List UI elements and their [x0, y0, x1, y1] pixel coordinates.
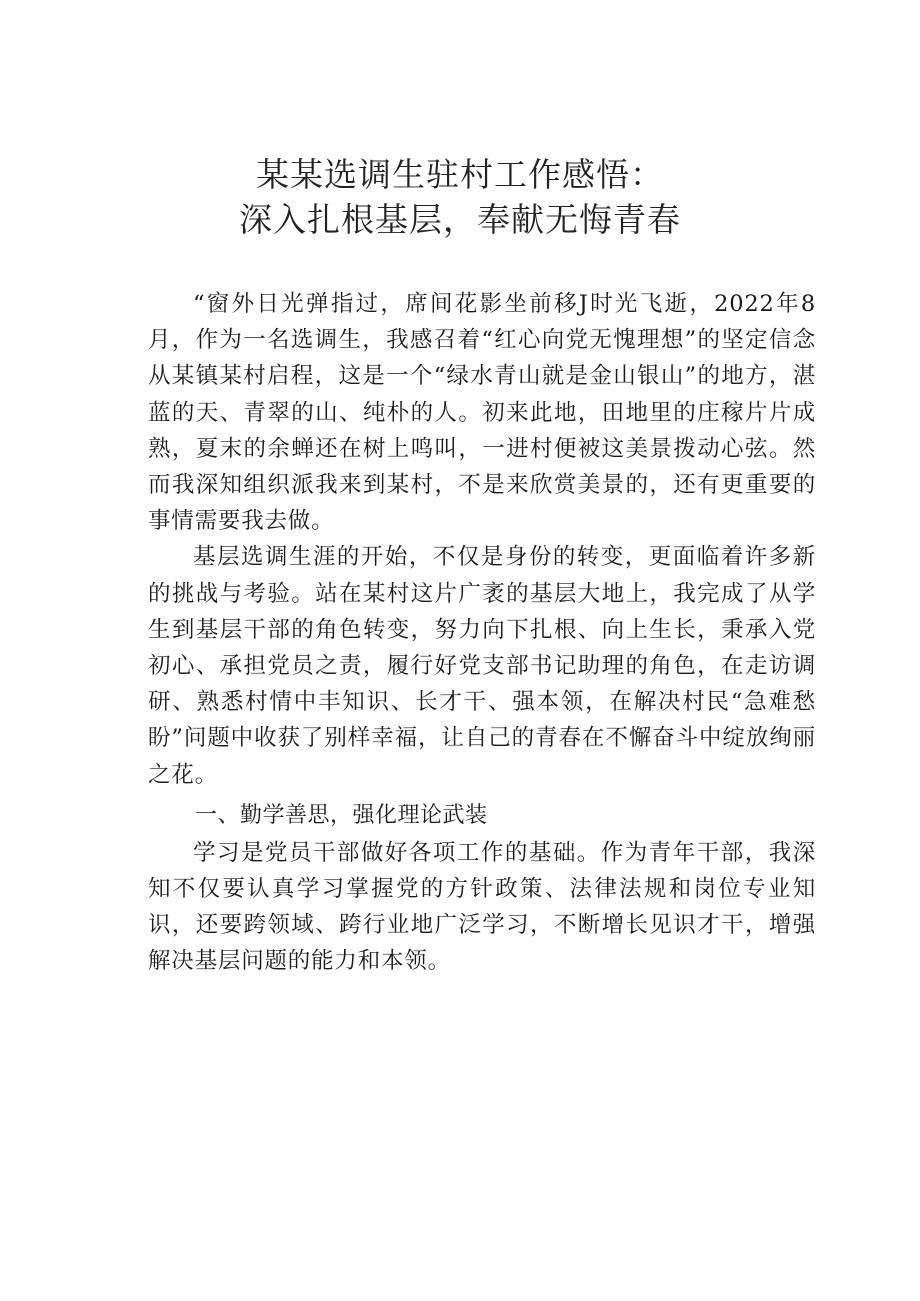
title-line-2: 深入扎根基层，奉献无悔青春 — [239, 200, 681, 239]
paragraph-3: 学习是党员干部做好各项工作的基础。作为青年干部，我深知不仅要认真学习掌握党的方针政策、法律法规和岗位专业知识，还要跨领域、跨行业地广泛学习，不断增长见识才干，增强解决基层问题的能力和本领。 — [148, 839, 816, 975]
title-line-1: 某某选调生驻村工作感悟： — [256, 155, 664, 194]
paragraph-2: 基层选调生涯的开始，不仅是身份的转变，更面临着许多新的挑战与考验。站在某村这片广袤的基层大地上，我完成了从学生到基层干部的角色转变，努力向下扎根、向上生长，秉承入党初心、承担党员之责，履行好党支部书记助理的角色，在走访调研、熟悉村情中丰知识、长才干、强本领，在解决村民“急难愁盼”问题中收获了别样幸福，让自己的青春在不懈奋斗中绽放绚丽之花。 — [148, 544, 816, 788]
paragraph-1: “窗外日光弹指过，席间花影坐前移J时光飞逝，2022年8月，作为一名选调生，我感召着“红心向党无愧理想”的坚定信念从某镇某村启程，这是一个“绿水青山就是金山银山”的地方，湛蓝的天、青翠的山、纯朴的人。初来此地，田地里的庄稼片片成熟，夏末的余蝉还在树上鸣叫，一进村便被这美景拨动心弦。然而我深知组织派我来到某村，不是来欣赏美景的，还有更重要的事情需要我去做。 — [148, 291, 816, 535]
section-heading-1: 一、勤学善思，强化理论武装 — [195, 802, 488, 828]
document-title — [0, 152, 920, 242]
document-body — [148, 286, 816, 980]
